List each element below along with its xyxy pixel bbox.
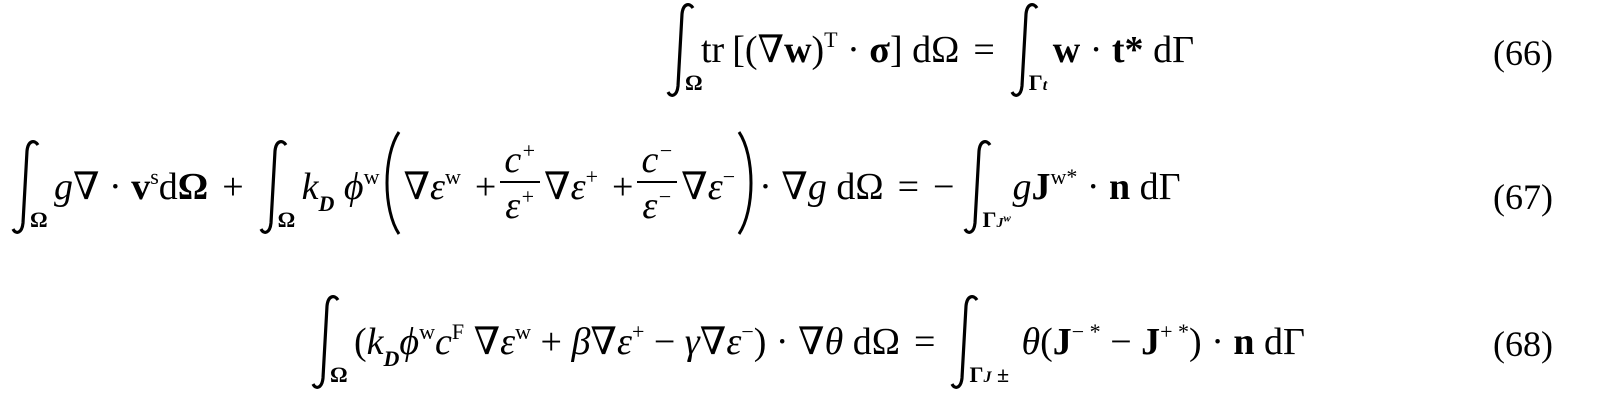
integral-limit: $\Gamma J^w$	[982, 206, 1011, 232]
integral-limit: Ω	[685, 70, 703, 95]
equation-68-lhs: ($k_D\phi^wc^F$ $\nabla\varepsilon^w + \beta\nabla\varepsilon^+ - \gamma\nabla\varepsilon^-) \cdot \nabla\theta$ dΩ	[354, 319, 900, 371]
integral-sign	[949, 292, 1010, 392]
integral-sign	[258, 137, 296, 237]
equation-68-rhs: θ(J− * − J+ *) · n dΓ	[1021, 319, 1305, 363]
equation-number-66: (66)	[1493, 33, 1553, 73]
term-2: $k_D$ $\phi^w$	[301, 163, 380, 216]
fraction-numerator: c−	[637, 141, 677, 183]
equation-number-68: (68)	[1493, 324, 1553, 364]
integral-limit: Ω	[30, 206, 48, 232]
integral-sign	[10, 137, 48, 237]
integral-sign	[665, 0, 703, 100]
equation-66-lhs: tr $[(\nabla w)^T \cdot \sigma]$ dΩ	[701, 27, 960, 71]
fraction-denominator: ε+	[505, 183, 536, 227]
integral-sign	[962, 137, 1011, 237]
integral-limit: Γt	[1028, 70, 1048, 95]
fraction-denominator: ε−	[642, 183, 673, 227]
fraction-c-minus	[637, 137, 677, 227]
equation-66: Ω tr $[(\nabla w)^T \cdot \sigma]$ dΩ = Γt w · t* dΓ	[665, 0, 1194, 100]
integral-limit: Ω	[330, 362, 348, 387]
equation-66-rhs: w · t* dΓ	[1052, 29, 1195, 71]
equation-67-rhs: $gJ^{w*} \cdot n$ dΓ	[1012, 163, 1181, 208]
term-1: $g\nabla \cdot v^sd\Omega$	[54, 163, 209, 208]
fraction-c-plus	[500, 137, 540, 227]
equation-67: Ω $g\nabla \cdot v^sd\Omega$ + Ω $k_D$ $\phi^w$ $\nabla\varepsilon^w$ + $\frac{c^+}{\varepsilon^+}$ ∇ε+ + $\frac{c^-}{\varepsilon^-}$ ∇ε− · ∇g dΩ = − $\Gamma J^w$ $gJ^{w*} \cdot n$ dΓ	[10, 128, 1181, 245]
equation-68: Ω ($k_D\phi^wc^F$ $\nabla\varepsilon^w + \beta\nabla\varepsilon^+ - \gamma\nabla\varepsilon^-) \cdot \nabla\theta$ dΩ = ΓJ ± θ(J− * − J+ *) · n dΓ	[310, 292, 1305, 392]
grad-term: $\nabla\varepsilon^w$	[403, 163, 461, 208]
integral-sign	[1009, 0, 1048, 100]
equation-number-67: (67)	[1493, 177, 1553, 217]
fraction-numerator: c+	[500, 141, 540, 183]
integral-sign	[310, 292, 348, 392]
integral-limit: ΓJ ±	[969, 362, 1010, 387]
left-paren	[379, 128, 403, 245]
right-paren	[735, 128, 759, 245]
integral-limit: Ω	[277, 206, 296, 232]
